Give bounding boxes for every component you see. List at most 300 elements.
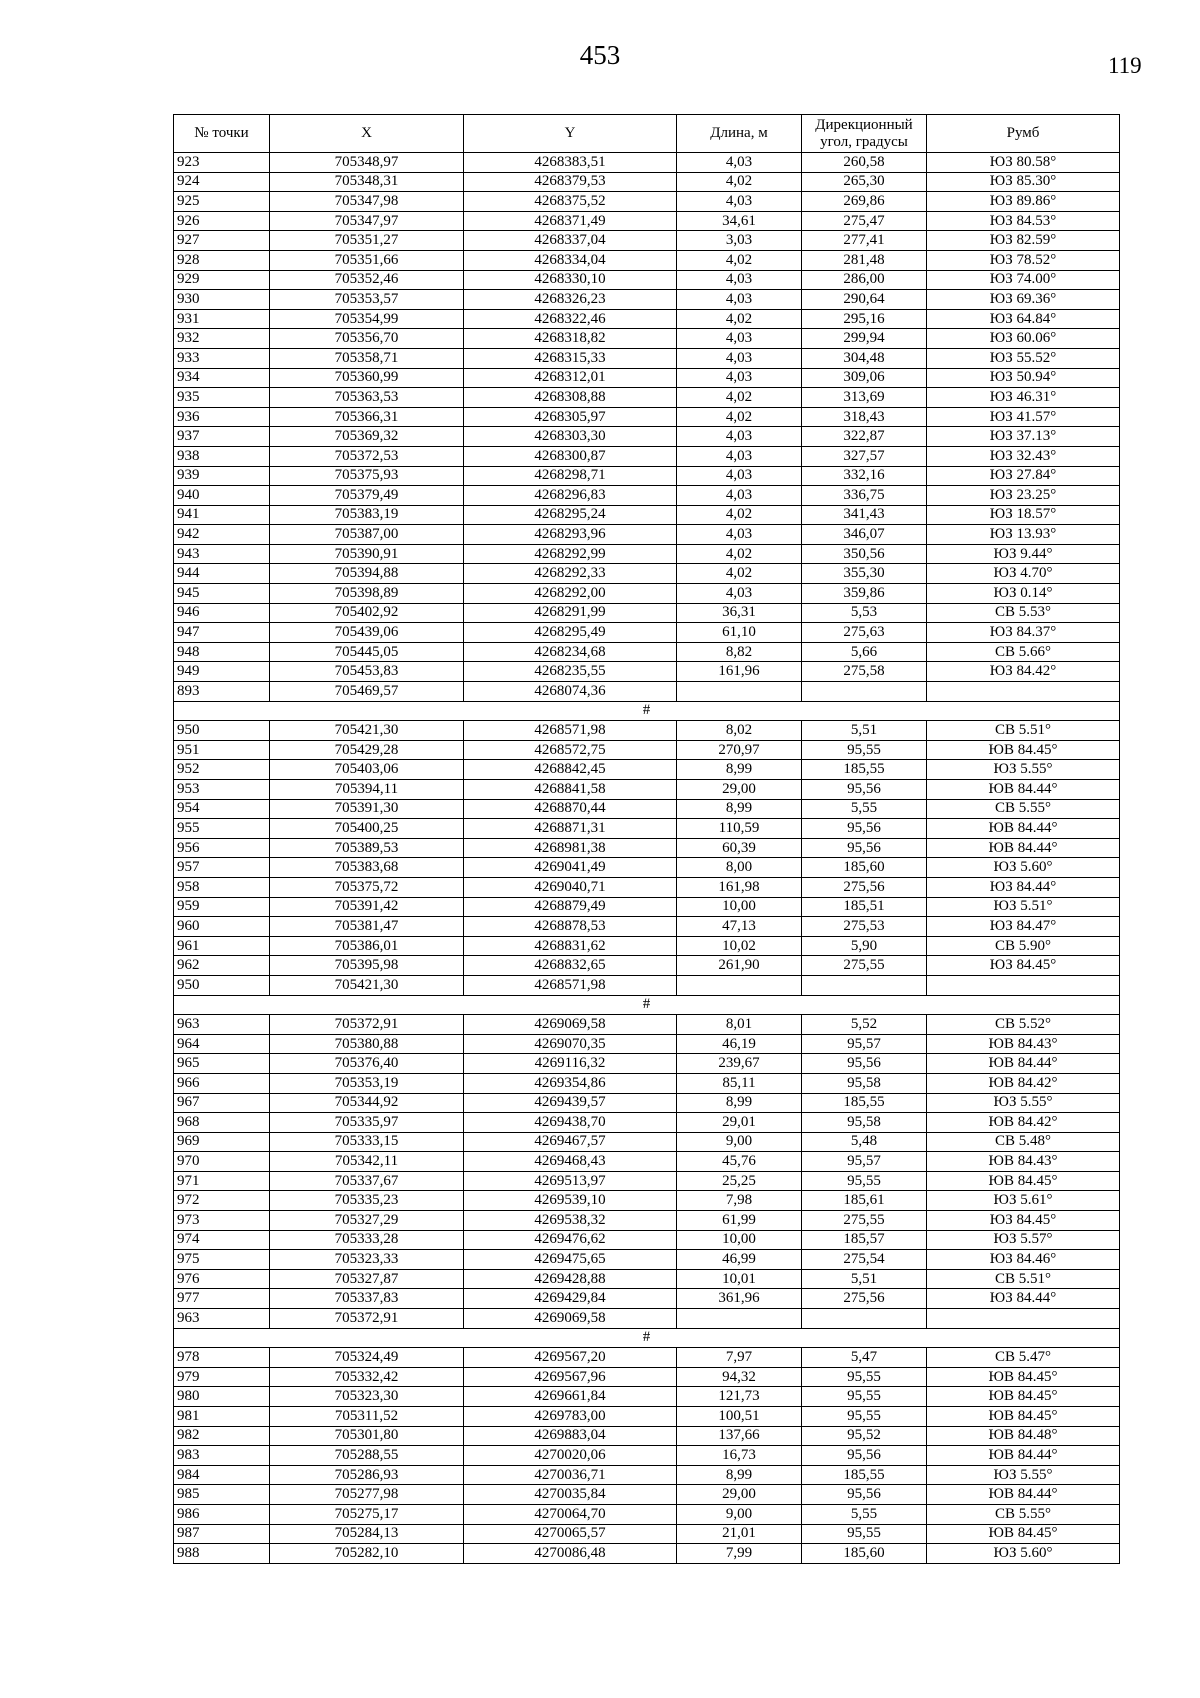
cell-rumb: ЮЗ 0.14° [927, 584, 1120, 604]
cell-angle: 95,55 [802, 1387, 927, 1407]
cell-angle: 295,16 [802, 309, 927, 329]
cell-y: 4269539,10 [464, 1191, 677, 1211]
cell-y: 4268879,49 [464, 897, 677, 917]
table-row [174, 1132, 1120, 1152]
cell-x: 705389,53 [270, 838, 464, 858]
header-length: Длина, м [677, 115, 802, 153]
header-y: Y [464, 115, 677, 153]
cell-y: 4268326,23 [464, 290, 677, 310]
cell-point-number: 939 [174, 466, 270, 486]
table-row [174, 760, 1120, 780]
cell-rumb: ЮВ 84.43° [927, 1152, 1120, 1172]
cell-x: 705394,11 [270, 780, 464, 800]
cell-rumb: СВ 5.51° [927, 1269, 1120, 1289]
cell-point-number: 924 [174, 172, 270, 192]
cell-rumb: ЮЗ 84.47° [927, 917, 1120, 937]
cell-angle: 275,56 [802, 877, 927, 897]
cell-angle: 286,00 [802, 270, 927, 290]
cell-point-number: 958 [174, 877, 270, 897]
cell-y: 4268571,98 [464, 721, 677, 741]
cell-angle: 5,55 [802, 799, 927, 819]
cell-point-number: 985 [174, 1485, 270, 1505]
cell-x: 705354,99 [270, 309, 464, 329]
table-row [174, 642, 1120, 662]
table-row [174, 309, 1120, 329]
cell-y: 4269069,58 [464, 1309, 677, 1329]
cell-angle: 359,86 [802, 584, 927, 604]
cell-rumb [927, 1309, 1120, 1329]
cell-point-number: 984 [174, 1465, 270, 1485]
cell-point-number: 931 [174, 309, 270, 329]
table-row [174, 172, 1120, 192]
cell-point-number: 923 [174, 153, 270, 173]
header-angle-line1: Дирекционный [815, 116, 913, 133]
cell-length: 8,99 [677, 1465, 802, 1485]
table-row [174, 819, 1120, 839]
cell-y: 4270036,71 [464, 1465, 677, 1485]
cell-length: 7,99 [677, 1544, 802, 1564]
cell-angle: 95,52 [802, 1426, 927, 1446]
cell-y: 4268295,24 [464, 505, 677, 525]
cell-y: 4269429,84 [464, 1289, 677, 1309]
cell-length: 4,03 [677, 290, 802, 310]
cell-length: 8,99 [677, 1093, 802, 1113]
cell-angle: 5,48 [802, 1132, 927, 1152]
cell-angle: 281,48 [802, 250, 927, 270]
cell-point-number: 947 [174, 623, 270, 643]
cell-rumb: ЮЗ 5.60° [927, 858, 1120, 878]
cell-length: 8,00 [677, 858, 802, 878]
cell-rumb: ЮЗ 9.44° [927, 544, 1120, 564]
table-row [174, 1250, 1120, 1270]
cell-rumb: ЮЗ 60.06° [927, 329, 1120, 349]
cell-rumb: ЮЗ 5.55° [927, 760, 1120, 780]
table-row [174, 525, 1120, 545]
cell-rumb: ЮЗ 84.45° [927, 956, 1120, 976]
cell-rumb: ЮЗ 4.70° [927, 564, 1120, 584]
cell-length: 29,01 [677, 1113, 802, 1133]
cell-y: 4268871,31 [464, 819, 677, 839]
table-row [174, 975, 1120, 995]
cell-angle: 275,54 [802, 1250, 927, 1270]
cell-point-number: 928 [174, 250, 270, 270]
cell-length: 25,25 [677, 1171, 802, 1191]
cell-length: 4,03 [677, 525, 802, 545]
cell-rumb: ЮВ 84.45° [927, 740, 1120, 760]
cell-y: 4268303,30 [464, 427, 677, 447]
cell-point-number: 936 [174, 407, 270, 427]
cell-angle: 275,47 [802, 211, 927, 231]
cell-x: 705394,88 [270, 564, 464, 584]
table-row [174, 1073, 1120, 1093]
cell-angle: 5,53 [802, 603, 927, 623]
cell-length: 10,02 [677, 936, 802, 956]
cell-x: 705372,53 [270, 446, 464, 466]
cell-point-number: 932 [174, 329, 270, 349]
cell-y: 4269475,65 [464, 1250, 677, 1270]
cell-angle: 336,75 [802, 486, 927, 506]
table-row [174, 1191, 1120, 1211]
cell-length: 34,61 [677, 211, 802, 231]
table-row [174, 1367, 1120, 1387]
header-angle-line2: угол, градусы [820, 133, 908, 150]
cell-y: 4270064,70 [464, 1504, 677, 1524]
cell-rumb: ЮВ 84.44° [927, 819, 1120, 839]
separator-mark: # [174, 995, 1120, 1015]
cell-rumb: ЮЗ 5.57° [927, 1230, 1120, 1250]
cell-point-number: 969 [174, 1132, 270, 1152]
cell-x: 705358,71 [270, 348, 464, 368]
cell-length: 4,02 [677, 564, 802, 584]
cell-y: 4269783,00 [464, 1407, 677, 1427]
cell-x: 705347,98 [270, 192, 464, 212]
cell-x: 705356,70 [270, 329, 464, 349]
cell-length: 46,19 [677, 1034, 802, 1054]
table-row [174, 368, 1120, 388]
cell-point-number: 980 [174, 1387, 270, 1407]
cell-rumb: СВ 5.47° [927, 1348, 1120, 1368]
cell-point-number: 955 [174, 819, 270, 839]
table-row [174, 858, 1120, 878]
cell-x: 705366,31 [270, 407, 464, 427]
cell-y: 4269567,96 [464, 1367, 677, 1387]
cell-rumb: ЮЗ 55.52° [927, 348, 1120, 368]
header-x: X [270, 115, 464, 153]
cell-angle [802, 682, 927, 702]
table-row [174, 250, 1120, 270]
cell-length: 9,00 [677, 1504, 802, 1524]
cell-angle: 95,55 [802, 1407, 927, 1427]
cell-length: 121,73 [677, 1387, 802, 1407]
separator-row [174, 701, 1120, 721]
cell-angle: 185,55 [802, 1093, 927, 1113]
cell-y: 4269040,71 [464, 877, 677, 897]
separator-mark: # [174, 701, 1120, 721]
cell-angle: 277,41 [802, 231, 927, 251]
cell-length: 8,01 [677, 1015, 802, 1035]
cell-x: 705398,89 [270, 584, 464, 604]
cell-length: 4,03 [677, 329, 802, 349]
cell-length: 4,02 [677, 407, 802, 427]
cell-point-number: 934 [174, 368, 270, 388]
cell-rumb: ЮЗ 82.59° [927, 231, 1120, 251]
cell-angle: 275,58 [802, 662, 927, 682]
cell-y: 4269439,57 [464, 1093, 677, 1113]
table-row [174, 799, 1120, 819]
cell-rumb: СВ 5.55° [927, 799, 1120, 819]
table-row [174, 956, 1120, 976]
cell-rumb: ЮЗ 64.84° [927, 309, 1120, 329]
cell-length: 7,97 [677, 1348, 802, 1368]
table-row [174, 388, 1120, 408]
cell-x: 705403,06 [270, 760, 464, 780]
cell-length: 10,00 [677, 897, 802, 917]
header-point-number: № точки [174, 115, 270, 153]
cell-rumb: ЮВ 84.45° [927, 1407, 1120, 1427]
cell-y: 4269567,20 [464, 1348, 677, 1368]
cell-length: 29,00 [677, 1485, 802, 1505]
cell-rumb: ЮВ 84.44° [927, 780, 1120, 800]
table-row [174, 564, 1120, 584]
cell-rumb: СВ 5.51° [927, 721, 1120, 741]
cell-point-number: 965 [174, 1054, 270, 1074]
cell-x: 705386,01 [270, 936, 464, 956]
cell-x: 705352,46 [270, 270, 464, 290]
cell-length: 61,10 [677, 623, 802, 643]
cell-length: 4,03 [677, 348, 802, 368]
cell-length: 21,01 [677, 1524, 802, 1544]
separator-mark: # [174, 1328, 1120, 1348]
cell-y: 4268292,33 [464, 564, 677, 584]
cell-angle: 95,58 [802, 1073, 927, 1093]
cell-rumb: ЮВ 84.45° [927, 1367, 1120, 1387]
table-row [174, 1034, 1120, 1054]
cell-length: 4,03 [677, 446, 802, 466]
table-row [174, 1348, 1120, 1368]
cell-length: 45,76 [677, 1152, 802, 1172]
cell-rumb: ЮВ 84.45° [927, 1524, 1120, 1544]
cell-x: 705335,97 [270, 1113, 464, 1133]
cell-x: 705335,23 [270, 1191, 464, 1211]
table-row [174, 1054, 1120, 1074]
cell-length: 4,02 [677, 309, 802, 329]
cell-length: 85,11 [677, 1073, 802, 1093]
cell-x: 705342,11 [270, 1152, 464, 1172]
cell-length: 4,03 [677, 466, 802, 486]
cell-length [677, 1309, 802, 1329]
cell-y: 4269428,88 [464, 1269, 677, 1289]
cell-rumb [927, 975, 1120, 995]
cell-point-number: 942 [174, 525, 270, 545]
cell-length: 94,32 [677, 1367, 802, 1387]
cell-length: 4,02 [677, 544, 802, 564]
cell-point-number: 961 [174, 936, 270, 956]
cell-y: 4268981,38 [464, 838, 677, 858]
cell-point-number: 929 [174, 270, 270, 290]
cell-rumb: ЮВ 84.48° [927, 1426, 1120, 1446]
cell-point-number: 973 [174, 1211, 270, 1231]
cell-length: 261,90 [677, 956, 802, 976]
cell-rumb: ЮВ 84.44° [927, 838, 1120, 858]
cell-point-number: 938 [174, 446, 270, 466]
cell-x: 705337,83 [270, 1289, 464, 1309]
cell-length [677, 975, 802, 995]
cell-y: 4268371,49 [464, 211, 677, 231]
cell-length: 239,67 [677, 1054, 802, 1074]
cell-y: 4268383,51 [464, 153, 677, 173]
cell-point-number: 979 [174, 1367, 270, 1387]
page-number: 453 [579, 40, 621, 70]
cell-x: 705391,30 [270, 799, 464, 819]
cell-rumb: ЮВ 84.44° [927, 1485, 1120, 1505]
table-row [174, 1485, 1120, 1505]
cell-point-number: 986 [174, 1504, 270, 1524]
cell-y: 4268295,49 [464, 623, 677, 643]
cell-rumb: ЮЗ 27.84° [927, 466, 1120, 486]
table-row [174, 780, 1120, 800]
cell-length: 4,02 [677, 505, 802, 525]
cell-y: 4268292,99 [464, 544, 677, 564]
cell-y: 4269476,62 [464, 1230, 677, 1250]
cell-point-number: 971 [174, 1171, 270, 1191]
table-row [174, 466, 1120, 486]
cell-rumb: ЮЗ 50.94° [927, 368, 1120, 388]
cell-rumb: СВ 5.52° [927, 1015, 1120, 1035]
cell-point-number: 960 [174, 917, 270, 937]
cell-angle: 185,57 [802, 1230, 927, 1250]
cell-rumb: ЮЗ 84.45° [927, 1211, 1120, 1231]
cell-x: 705348,31 [270, 172, 464, 192]
cell-angle: 5,52 [802, 1015, 927, 1035]
cell-x: 705390,91 [270, 544, 464, 564]
cell-angle: 95,55 [802, 740, 927, 760]
cell-point-number: 987 [174, 1524, 270, 1544]
cell-angle: 350,56 [802, 544, 927, 564]
table-row [174, 682, 1120, 702]
cell-rumb: ЮЗ 5.60° [927, 1544, 1120, 1564]
cell-point-number: 988 [174, 1544, 270, 1564]
cell-point-number: 976 [174, 1269, 270, 1289]
table-row [174, 662, 1120, 682]
cell-point-number: 948 [174, 642, 270, 662]
cell-point-number: 983 [174, 1446, 270, 1466]
cell-x: 705372,91 [270, 1015, 464, 1035]
cell-point-number: 968 [174, 1113, 270, 1133]
cell-point-number: 944 [174, 564, 270, 584]
sheet-number: 119 [1108, 53, 1142, 78]
cell-rumb: ЮВ 84.45° [927, 1387, 1120, 1407]
table-row [174, 1465, 1120, 1485]
cell-length: 60,39 [677, 838, 802, 858]
cell-x: 705347,97 [270, 211, 464, 231]
cell-length: 4,03 [677, 427, 802, 447]
cell-y: 4269467,57 [464, 1132, 677, 1152]
cell-length: 8,02 [677, 721, 802, 741]
table-header [174, 115, 1120, 153]
cell-angle: 275,55 [802, 1211, 927, 1231]
cell-x: 705439,06 [270, 623, 464, 643]
cell-rumb: ЮЗ 32.43° [927, 446, 1120, 466]
cell-rumb: ЮЗ 74.00° [927, 270, 1120, 290]
cell-point-number: 963 [174, 1309, 270, 1329]
cell-rumb: ЮЗ 84.44° [927, 1289, 1120, 1309]
table-row [174, 544, 1120, 564]
table-row [174, 1230, 1120, 1250]
cell-point-number: 963 [174, 1015, 270, 1035]
cell-x: 705286,93 [270, 1465, 464, 1485]
cell-angle: 185,61 [802, 1191, 927, 1211]
cell-x: 705284,13 [270, 1524, 464, 1544]
cell-length: 4,02 [677, 172, 802, 192]
cell-y: 4269468,43 [464, 1152, 677, 1172]
cell-x: 705391,42 [270, 897, 464, 917]
cell-point-number: 937 [174, 427, 270, 447]
cell-y: 4269513,97 [464, 1171, 677, 1191]
cell-point-number: 950 [174, 721, 270, 741]
cell-angle: 260,58 [802, 153, 927, 173]
cell-point-number: 956 [174, 838, 270, 858]
cell-angle: 5,51 [802, 721, 927, 741]
cell-point-number: 926 [174, 211, 270, 231]
cell-angle: 5,47 [802, 1348, 927, 1368]
table-row [174, 1524, 1120, 1544]
cell-length: 3,03 [677, 231, 802, 251]
cell-length [677, 682, 802, 702]
cell-rumb: СВ 5.53° [927, 603, 1120, 623]
table-row [174, 1269, 1120, 1289]
cell-length: 100,51 [677, 1407, 802, 1427]
table-body [174, 153, 1120, 1564]
table-row [174, 917, 1120, 937]
cell-point-number: 964 [174, 1034, 270, 1054]
table-row [174, 1426, 1120, 1446]
cell-length: 4,03 [677, 270, 802, 290]
cell-angle: 346,07 [802, 525, 927, 545]
cell-angle: 185,55 [802, 1465, 927, 1485]
header-angle [802, 115, 927, 153]
cell-angle: 5,90 [802, 936, 927, 956]
cell-x: 705376,40 [270, 1054, 464, 1074]
table-row [174, 897, 1120, 917]
cell-angle: 341,43 [802, 505, 927, 525]
cell-x: 705375,93 [270, 466, 464, 486]
cell-angle: 265,30 [802, 172, 927, 192]
cell-x: 705429,28 [270, 740, 464, 760]
table-row [174, 153, 1120, 173]
cell-angle: 313,69 [802, 388, 927, 408]
table-row [174, 1504, 1120, 1524]
table-row [174, 270, 1120, 290]
cell-rumb: ЮЗ 84.37° [927, 623, 1120, 643]
cell-angle: 95,56 [802, 819, 927, 839]
cell-angle: 185,51 [802, 897, 927, 917]
cell-x: 705383,19 [270, 505, 464, 525]
cell-x: 705380,88 [270, 1034, 464, 1054]
cell-angle: 95,55 [802, 1367, 927, 1387]
table-row [174, 1015, 1120, 1035]
cell-rumb: ЮЗ 46.31° [927, 388, 1120, 408]
table-row [174, 740, 1120, 760]
cell-point-number: 982 [174, 1426, 270, 1446]
cell-y: 4268292,00 [464, 584, 677, 604]
cell-point-number: 981 [174, 1407, 270, 1427]
cell-point-number: 962 [174, 956, 270, 976]
cell-length: 10,00 [677, 1230, 802, 1250]
cell-point-number: 933 [174, 348, 270, 368]
cell-rumb: СВ 5.90° [927, 936, 1120, 956]
table-row [174, 1152, 1120, 1172]
cell-x: 705337,67 [270, 1171, 464, 1191]
table-row [174, 446, 1120, 466]
table-row [174, 1407, 1120, 1427]
table-row [174, 1446, 1120, 1466]
cell-length: 270,97 [677, 740, 802, 760]
header-rumb: Румб [927, 115, 1120, 153]
cell-x: 705402,92 [270, 603, 464, 623]
cell-y: 4268291,99 [464, 603, 677, 623]
cell-rumb [927, 682, 1120, 702]
cell-length: 36,31 [677, 603, 802, 623]
cell-y: 4268375,52 [464, 192, 677, 212]
cell-angle: 299,94 [802, 329, 927, 349]
cell-rumb: ЮЗ 5.55° [927, 1465, 1120, 1485]
cell-point-number: 977 [174, 1289, 270, 1309]
cell-y: 4268300,87 [464, 446, 677, 466]
cell-y: 4269538,32 [464, 1211, 677, 1231]
cell-length: 10,01 [677, 1269, 802, 1289]
cell-point-number: 925 [174, 192, 270, 212]
table-row [174, 1544, 1120, 1564]
